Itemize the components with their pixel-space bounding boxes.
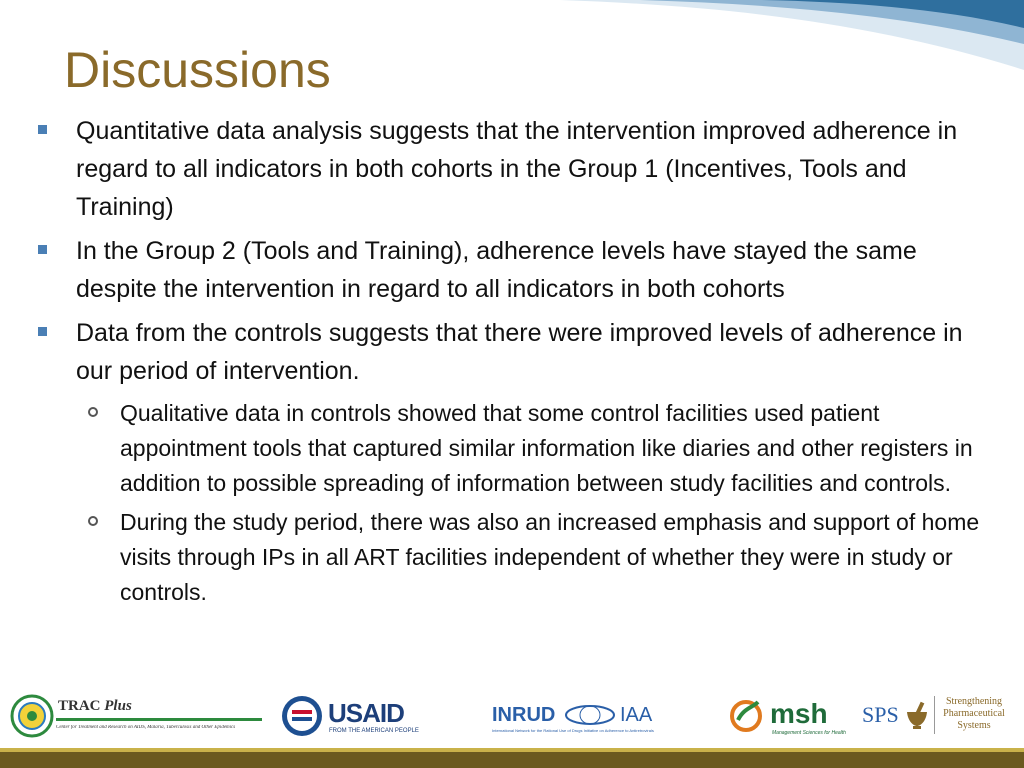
msh-name: msh — [770, 698, 828, 729]
bullet-text: In the Group 2 (Tools and Training), adherence levels have stayed the same despite the intervention in regard to all indicators in both cohorts — [76, 237, 917, 303]
usaid-logo — [280, 686, 430, 746]
bullet-text: Data from the controls suggests that there were improved levels of adherence in our period of intervention. — [76, 319, 963, 385]
trac-plus-logo — [10, 686, 265, 746]
circle-bullet-icon — [88, 516, 98, 526]
usaid-tagline: FROM THE AMERICAN PEOPLE — [329, 728, 419, 734]
sub-bullet-item — [36, 505, 986, 610]
sps-divider — [934, 696, 935, 734]
square-bullet-icon — [38, 245, 47, 254]
bullet-item — [36, 314, 986, 390]
trac-tagline: Center for Treatment and Research on AIDS, Malaria, Tuberculosis and Other Epidemics — [56, 725, 236, 730]
sps-name: SPS — [862, 702, 899, 727]
mortar-pestle-icon — [904, 700, 930, 730]
footer-logos — [0, 686, 1024, 746]
trac-name: TRAC — [58, 698, 101, 714]
sps-fullname — [938, 696, 1010, 732]
sps-line-1: Strengthening — [945, 696, 1003, 707]
trac-plus-text: Plus — [104, 698, 132, 714]
sps-line-2: Pharmaceutical — [943, 708, 1005, 719]
slide-body — [36, 112, 986, 614]
inrud-tagline: International Network for the Rational Use of Drugs Initiative on Adherence to Antiretrovirals — [492, 728, 654, 733]
usaid-name: USAID — [328, 698, 404, 728]
circle-bullet-icon — [88, 407, 98, 417]
square-bullet-icon — [38, 327, 47, 336]
msh-swirl-icon — [728, 698, 768, 734]
square-bullet-icon — [38, 125, 47, 134]
usaid-seal-icon — [280, 694, 324, 738]
sub-bullet-item — [36, 396, 986, 501]
msh-logo — [728, 686, 853, 746]
sub-bullet-text: During the study period, there was also an increased emphasis and support of home visits through IPs in all ART facilities independent of whether they were in study or controls. — [120, 509, 980, 605]
iaa-name: IAA — [620, 704, 653, 726]
bullet-item — [36, 232, 986, 308]
msh-tagline: Management Sciences for Health — [772, 730, 846, 736]
trac-divider — [56, 718, 262, 721]
bullet-text: Quantitative data analysis suggests that the intervention improved adherence in regard to all indicators in both cohorts in the Group 1 (Incentives, Tools and Training) — [76, 117, 958, 221]
inrud-iaa-logo — [492, 686, 677, 746]
slide-title: Discussions — [64, 42, 331, 98]
inrud-name: INRUD — [492, 704, 556, 726]
sps-logo — [862, 686, 1012, 746]
rwanda-seal-icon — [10, 692, 54, 740]
sub-bullet-text: Qualitative data in controls showed that some control facilities used patient appointment tools that captured similar information like diaries and other registers in addition to possible spreading of information between study facilities and controls. — [120, 400, 973, 496]
globe-icon — [564, 704, 616, 726]
bullet-item — [36, 112, 986, 226]
sps-line-3: Systems — [957, 720, 991, 731]
bottom-bar-decoration — [0, 752, 1024, 768]
